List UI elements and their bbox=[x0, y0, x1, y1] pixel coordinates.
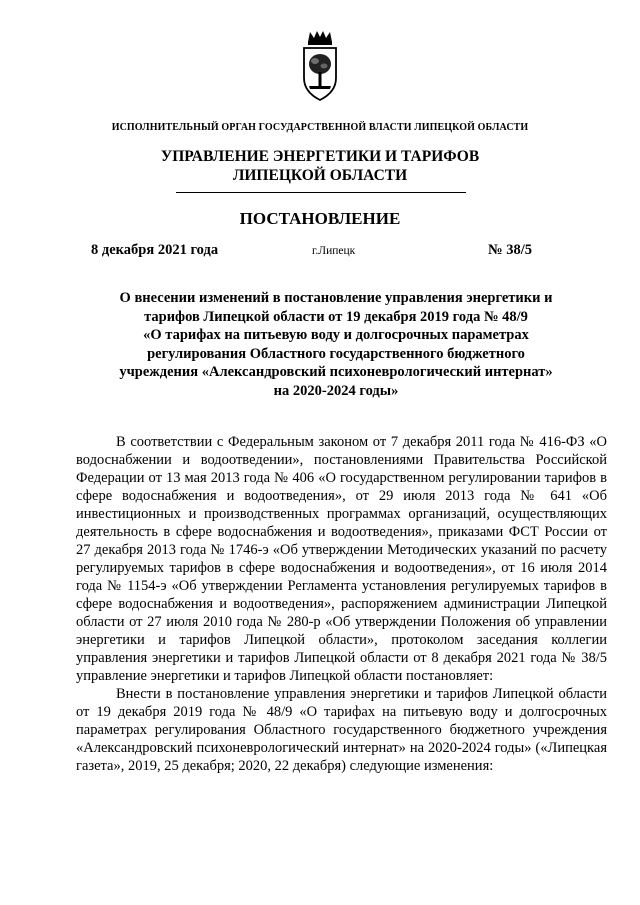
title-line-4: регулирования Областного государственного бюджетного bbox=[147, 345, 525, 362]
department-name bbox=[0, 147, 640, 185]
header-divider bbox=[176, 192, 466, 193]
title-line-3: «О тарифах на питьевую воду и долгосрочных параметрах bbox=[143, 327, 529, 343]
agency-line: ИСПОЛНИТЕЛЬНЫЙ ОРГАН ГОСУДАРСТВЕННОЙ ВЛАСТИ ЛИПЕЦКОЙ ОБЛАСТИ bbox=[111, 122, 529, 133]
body-paragraph-2: Внести в постановление управления энергетики и тарифов Липецкой области от 19 декабря 2019 года № 48/9 «О тарифах на питьевую воду и долгосрочных параметрах регулирования Областного государственного бюджетного учреждения «Александровский психоневрологический интернат» на 2020-2024 годы» («Липецкая газета», 2019, 25 декабря; 2020, 22 декабря) следующие изменения: bbox=[76, 686, 607, 774]
document-date: 8 декабря 2021 года bbox=[91, 242, 219, 258]
document-number: № 38/5 bbox=[488, 242, 532, 258]
department-line-1: УПРАВЛЕНИЕ ЭНЕРГЕТИКИ И ТАРИФОВ bbox=[160, 148, 480, 165]
department-line-2: ЛИПЕЦКОЙ ОБЛАСТИ bbox=[232, 167, 408, 184]
coat-of-arms-emblem bbox=[301, 30, 339, 102]
body-paragraph-1: В соответствии с Федеральным законом от 7 декабря 2011 года № 416-ФЗ «О водоснабжении и водоотведении», постановлениями Правительства Российской Федерации от 13 мая 2013 года № 406 «О государственном регулировании тарифов в сфере водоснабжения и водоотведения», от 29 июля 2013 года № 641 «Об инвестиционных и производственных программах организаций, осуществляющих деятельность в сфере водоснабжения и водоотведения», приказами ФСТ России от 27 декабря 2013 года № 1746-э «Об утверждении Методических указаний по расчету регулируемых тарифов в сфере водоснабжения и водоотведения», от 16 июля 2014 года № 1154-э «Об утверждении Регламента установления регулируемых тарифов в сфере водоснабжения и водоотведения», распоряжением администрации Липецкой области от 27 июля 2010 года № 280-р «Об утверждении Положения об управлении энергетики и тарифов Липецкой области», протоколом заседания коллегии управления энергетики и тарифов Липецкой области от 8 декабря 2021 года № 38/5 управление энергетики и тарифов Липецкой области постановляет: bbox=[76, 434, 607, 684]
title-line-5: учреждения «Александровский психоневрологический интернат» bbox=[119, 364, 553, 380]
title-line-1: О внесении изменений в постановление управления энергетики и bbox=[119, 290, 553, 306]
document-type: ПОСТАНОВЛЕНИЕ bbox=[239, 209, 401, 228]
title-line-6: на 2020-2024 годы» bbox=[273, 382, 399, 399]
document-city: г.Липецк bbox=[312, 245, 356, 257]
title-line-2: тарифов Липецкой области от 19 декабря 2019 года № 48/9 bbox=[144, 308, 528, 325]
document-title bbox=[96, 289, 576, 400]
document-body bbox=[76, 433, 607, 775]
